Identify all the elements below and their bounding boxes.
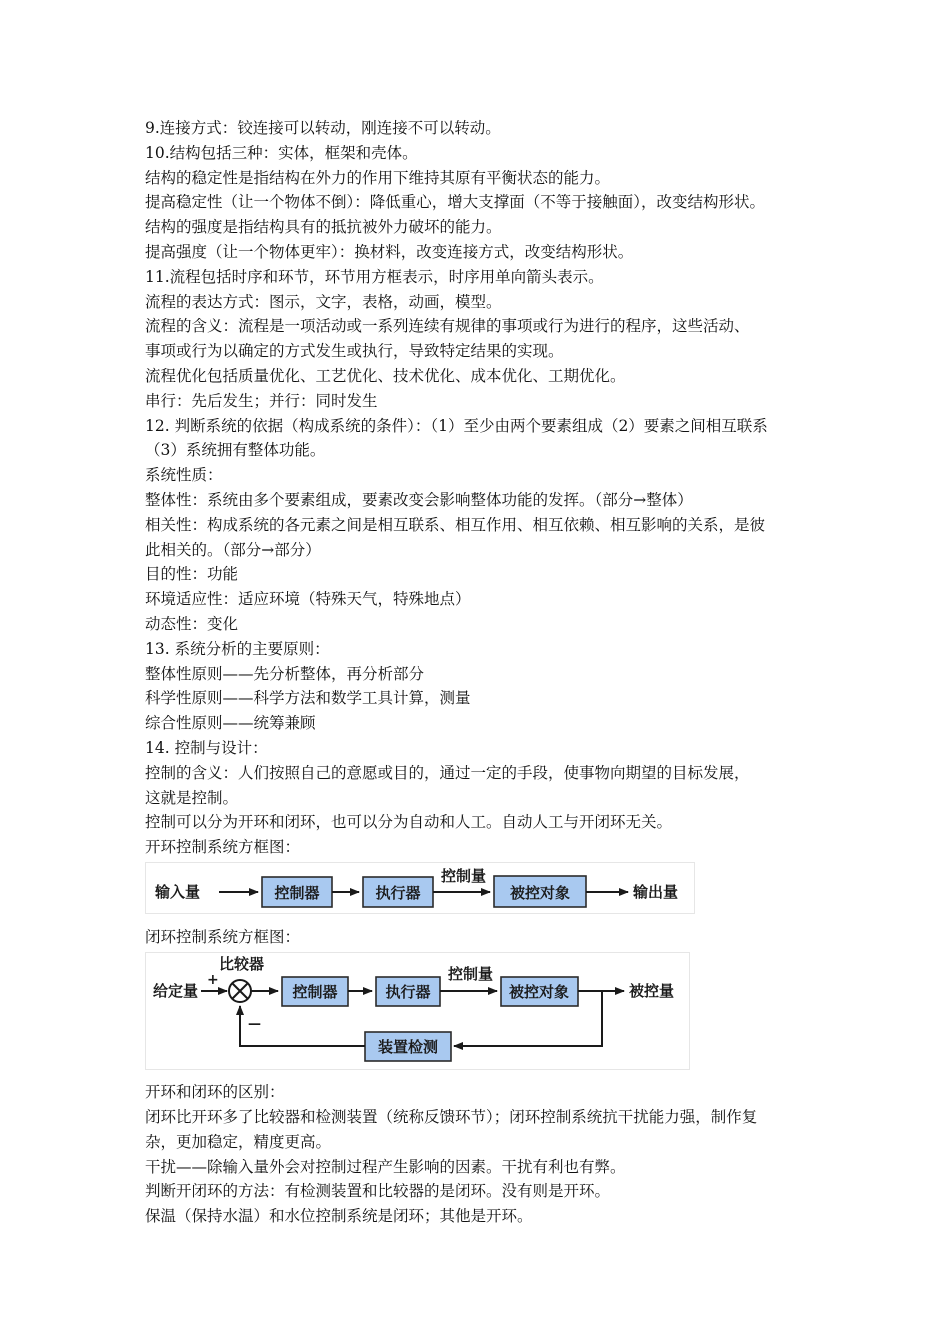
- text-line: 结构的强度是指结构具有的抵抗被外力破坏的能力。: [145, 218, 502, 237]
- text-line: 闭环比开环多了比较器和检测装置（统称反馈环节）；闭环控制系统抗干扰能力强，制作复: [145, 1108, 758, 1127]
- text-line: 系统性质：: [145, 466, 223, 485]
- controlled-quantity-label: 被控量: [629, 981, 675, 1000]
- text-line: 11.流程包括时序和环节，环节用方框表示，时序用单向箭头表示。: [145, 267, 604, 286]
- text-line: 目的性：功能: [145, 565, 239, 584]
- closed-loop-caption: 闭环控制系统方框图：: [145, 927, 301, 946]
- text-line: 结构的稳定性是指结构在外力的作用下维持其原有平衡状态的能力。: [145, 168, 611, 187]
- text-line: 整体性：系统由多个要素组成，要素改变会影响整体功能的发挥。（部分→整体）: [145, 490, 693, 509]
- text-line: 提高稳定性（让一个物体不倒）：降低重心，增大支撑面（不等于接触面），改变结构形状。: [145, 193, 766, 212]
- comparator-icon: [229, 980, 251, 1002]
- text-line: 杂，更加稳定，精度更高。: [145, 1132, 332, 1151]
- text-line: 相关性：构成系统的各元素之间是相互联系、相互作用、相互依赖、相互影响的关系，是彼: [145, 515, 766, 534]
- plus-sign: +: [207, 971, 219, 988]
- actuator-label: 执行器: [375, 883, 421, 902]
- closed-loop-svg: [145, 952, 690, 1070]
- text-line: 综合性原则——统筹兼顾: [145, 714, 316, 733]
- open-loop-svg: [145, 862, 695, 914]
- control-quantity-label: 控制量: [441, 866, 487, 885]
- text-line: 串行：先后发生；并行：同时发生: [145, 391, 378, 410]
- text-line: 提高强度（让一个物体更牢）：换材料，改变连接方式，改变结构形状。: [145, 242, 634, 261]
- text-line: 这就是控制。: [145, 788, 239, 807]
- text-line: 判断开闭环的方法：有检测装置和比较器的是闭环。没有则是开环。: [145, 1182, 611, 1201]
- text-line: （3）系统拥有整体功能。: [145, 441, 326, 460]
- feedback-label: 装置检测: [377, 1037, 439, 1056]
- control-quantity-label: 控制量: [448, 964, 494, 983]
- text-line: 14. 控制与设计：: [145, 738, 268, 757]
- text-line: 流程的含义：流程是一项活动或一系列连续有规律的事项或行为进行的程序，这些活动、: [145, 317, 750, 336]
- controller-label: 控制器: [274, 883, 320, 902]
- open-loop-diagram: [145, 862, 815, 922]
- minus-sign: —: [248, 1016, 261, 1032]
- text-line: 此相关的。（部分→部分）: [145, 540, 321, 559]
- text-line: 流程优化包括质量优化、工艺优化、技术优化、成本优化、工期优化。: [145, 366, 626, 385]
- text-line: 9.连接方式：铰连接可以转动，刚连接不可以转动。: [145, 119, 501, 137]
- text-block-bottom: [145, 1080, 815, 1229]
- text-line: 12. 判断系统的依据（构成系统的条件）：（1）至少由两个要素组成（2）要素之间相互联系: [145, 416, 768, 435]
- controlled-object-label: 被控对象: [508, 982, 570, 1001]
- text-line: 干扰——除输入量外会对控制过程产生影响的因素。干扰有利也有弊。: [145, 1157, 626, 1176]
- setpoint-label: 给定量: [153, 981, 199, 1000]
- text-line: 控制可以分为开环和闭环，也可以分为自动和人工。自动人工与开闭环无关。: [145, 813, 673, 832]
- text-line: 流程的表达方式：图示，文字，表格，动画，模型。: [145, 292, 502, 311]
- text-line: 13. 系统分析的主要原则：: [145, 639, 330, 658]
- output-label: 输出量: [633, 882, 679, 901]
- comparator-label: 比较器: [219, 954, 265, 973]
- document-page: [145, 116, 815, 1229]
- controller-label: 控制器: [292, 982, 338, 1001]
- text-line: 事项或行为以确定的方式发生或执行，导致特定结果的实现。: [145, 342, 564, 361]
- text-block-top: [145, 116, 815, 835]
- open-loop-caption: 开环控制系统方框图：: [145, 838, 301, 857]
- text-line: 10.结构包括三种：实体，框架和壳体。: [145, 143, 418, 162]
- text-line: 整体性原则——先分析整体，再分析部分: [145, 664, 425, 683]
- text-line: 保温（保持水温）和水位控制系统是闭环；其他是开环。: [145, 1207, 533, 1226]
- text-line: 动态性：变化: [145, 614, 239, 633]
- text-line: 控制的含义：人们按照自己的意愿或目的，通过一定的手段，使事物向期望的目标发展，: [145, 763, 750, 782]
- text-line: 开环和闭环的区别：: [145, 1083, 285, 1102]
- controlled-object-label: 被控对象: [509, 883, 571, 902]
- actuator-label: 执行器: [385, 982, 431, 1001]
- closed-loop-diagram: [145, 952, 815, 1078]
- text-line: 科学性原则——科学方法和数学工具计算，测量: [145, 689, 471, 708]
- text-line: 环境适应性：适应环境（特殊天气，特殊地点）: [145, 590, 471, 609]
- input-label: 输入量: [155, 882, 201, 901]
